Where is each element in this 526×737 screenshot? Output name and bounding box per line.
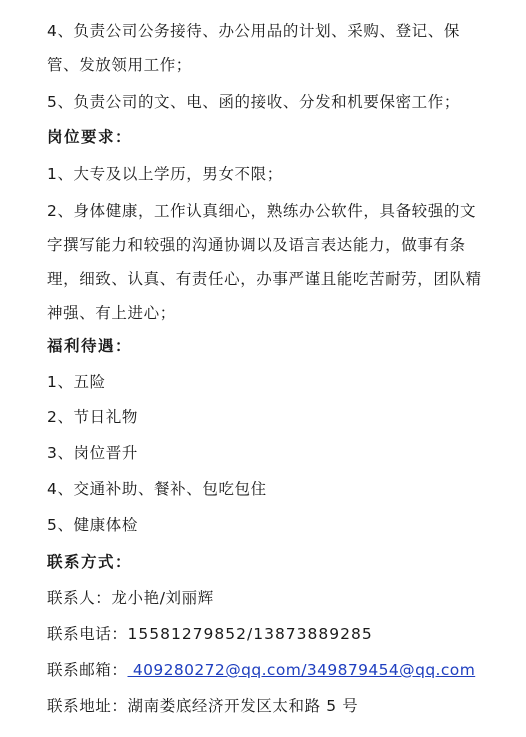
duty-item-4: 4、负责公司公务接待、办公用品的计划、采购、登记、保管、发放领用工作； xyxy=(47,22,460,74)
contact-email-link[interactable]: 409280272@qq.com/349879454@qq.com xyxy=(127,661,476,679)
contact-email-label: 联系邮箱： xyxy=(47,661,128,679)
benefit-item-4: 4、交通补助、餐补、包吃包住 xyxy=(47,480,267,498)
contact-email-row xyxy=(47,660,492,680)
contact-phone-row xyxy=(47,624,492,644)
benefit-item-1: 1、五险 xyxy=(47,373,106,391)
benefit-item-5: 5、健康体检 xyxy=(47,516,138,534)
requirement-item-2: 2、身体健康，工作认真细心，熟练办公软件，具备较强的文字撰写能力和较强的沟通协调以及语言表达能力，做事有条理，细致、认真、有责任心，办事严谨且能吃苦耐劳，团队精神强、有上进心； xyxy=(47,202,482,322)
contact-address-value: 湖南娄底经济开发区太和路 5 号 xyxy=(127,697,359,715)
contact-phone-value: 15581279852/13873889285 xyxy=(127,625,373,643)
contact-person-value: 龙小艳/刘丽辉 xyxy=(111,589,214,607)
benefit-item-2: 2、节日礼物 xyxy=(47,408,138,426)
contact-person-row xyxy=(47,588,492,608)
contact-address-label: 联系地址： xyxy=(47,697,128,715)
contact-person-label: 联系人： xyxy=(47,589,112,607)
requirements-heading: 岗位要求： xyxy=(47,128,133,146)
duty-item-5: 5、负责公司的文、电、函的接收、分发和机要保密工作； xyxy=(47,93,460,111)
contact-phone-label: 联系电话： xyxy=(47,625,128,643)
contact-heading: 联系方式： xyxy=(47,553,133,571)
benefit-item-3: 3、岗位晋升 xyxy=(47,444,138,462)
requirement-item-1: 1、大专及以上学历，男女不限； xyxy=(47,165,283,183)
benefits-heading: 福利待遇： xyxy=(47,337,133,355)
contact-address-row xyxy=(47,696,492,716)
